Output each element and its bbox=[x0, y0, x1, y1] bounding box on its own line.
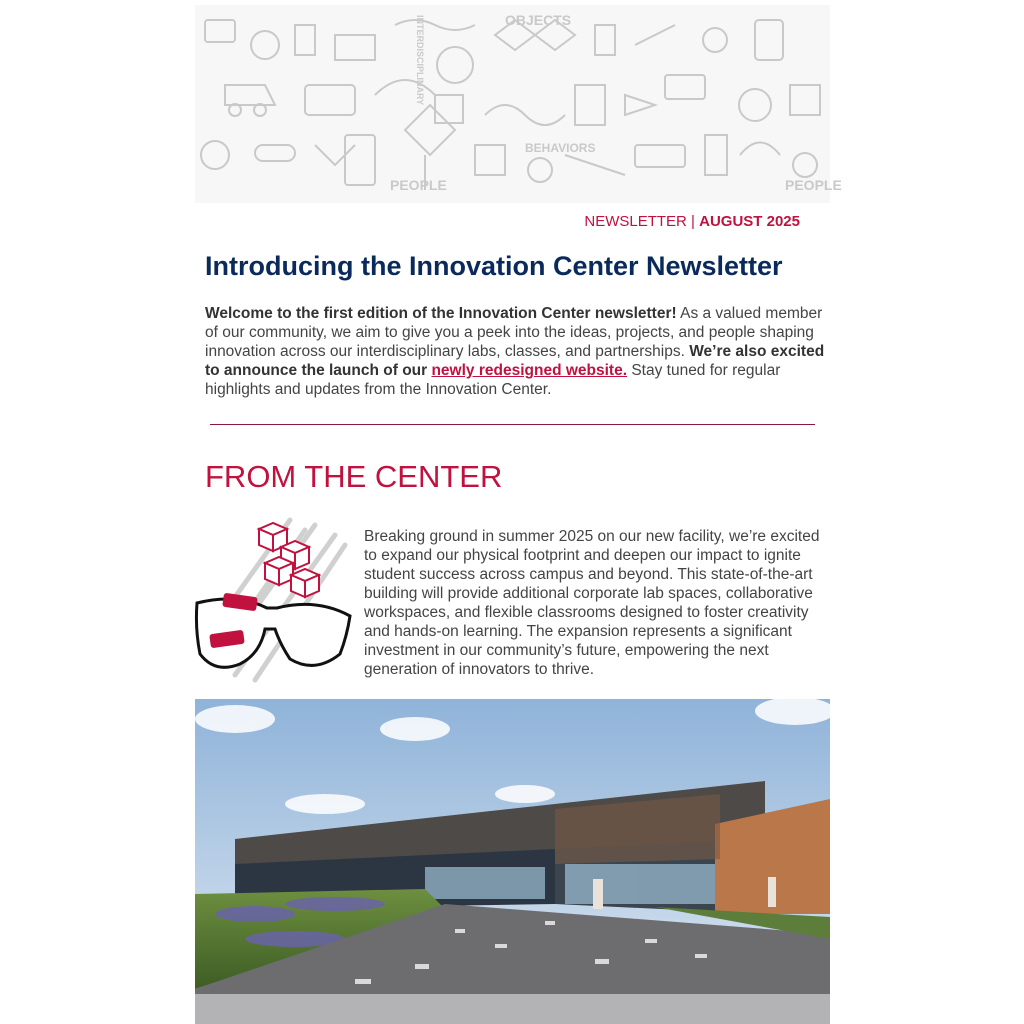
banner-word: INTERDISCIPLINARY bbox=[415, 15, 425, 106]
page-title: Introducing the Innovation Center Newsletter bbox=[205, 251, 783, 281]
newsletter-label: NEWSLETTER bbox=[584, 213, 687, 230]
new-facility-rendering bbox=[195, 699, 830, 1024]
website-link[interactable]: newly redesigned website. bbox=[431, 362, 628, 379]
intro-lead: Welcome to the first edition of the Innovation Center newsletter! bbox=[205, 305, 677, 322]
section-body: Breaking ground in summer 2025 on our new facility, we’re excited to expand our physical footprint and deepen our impact to ignite student success across campus and beyond. This state-of-the-art building will provide additional corporate lab spaces, collaborative workspaces, and flexible classrooms designed to foster creativity and hands-on learning. The expansion represents a significant investment in our community’s future, empowering the next generation of innovators to thrive. bbox=[364, 528, 820, 678]
banner-word: BEHAVIORS bbox=[525, 141, 596, 155]
section-divider bbox=[210, 424, 815, 425]
issue-separator: | bbox=[686, 213, 700, 230]
newsletter-page bbox=[195, 0, 842, 1024]
issue-month: AUGUST 2025 bbox=[699, 213, 800, 230]
issue-line bbox=[584, 213, 800, 230]
section-title: FROM THE CENTER bbox=[205, 459, 503, 494]
glasses-cubes-illustration bbox=[195, 515, 355, 690]
banner-word: OBJECTS bbox=[505, 12, 572, 28]
intro-body-2: Stay tuned for regular highlights and updates from the Innovation Center. bbox=[205, 362, 781, 398]
banner-word: PEOPLE bbox=[390, 177, 447, 193]
intro-body-1: As a valued member of our community, we aim to give you a peek into the ideas, projects, and people shaping innovation across our interdisciplinary labs, classes, and partnerships. bbox=[205, 305, 823, 360]
intro-paragraph bbox=[205, 304, 825, 399]
intro-announce: We’re also excited to announce the launch of our bbox=[205, 343, 825, 379]
banner-word: PEOPLE bbox=[785, 177, 842, 193]
header-banner-image bbox=[195, 5, 842, 203]
